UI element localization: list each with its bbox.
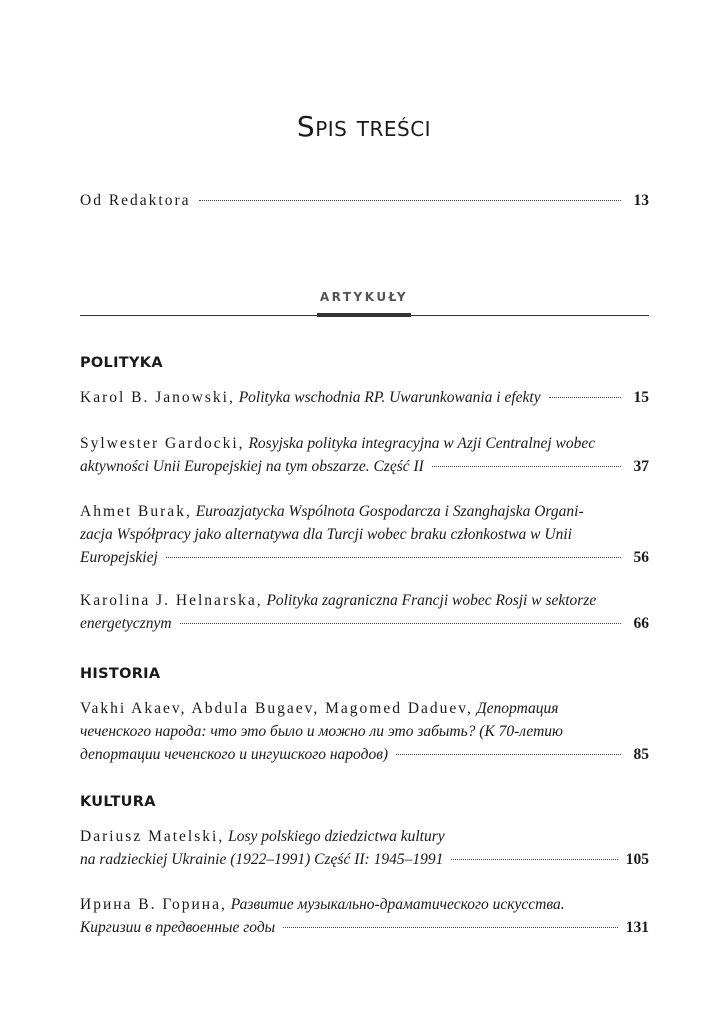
entry-title: Euroazjatycka Wspólnota Gospodarcza i Szanghajska Organi- [195,503,584,520]
entry-title-cont: Europejskiej [80,549,158,566]
toc-entry[interactable] [80,893,649,939]
page-title: Spis treści [296,110,432,143]
entry-author: Ирина В. Горина, [80,896,227,913]
entry-title: Депортация [476,700,559,717]
dot-leader [451,859,617,860]
entry-title: Развитие музыкально-драматического искусства. [230,896,565,913]
page-number: 13 [633,192,649,209]
section-rule-accent [317,313,411,317]
entry-title-cont: energetycznym [80,615,172,632]
page-number: 66 [633,615,649,632]
entry-title-cont: aktywności Unii Europejskiej na tym obszarze. Część II [80,458,424,475]
toc-entry[interactable] [80,386,649,409]
page-number: 15 [633,389,649,406]
entry-title: Polityka wschodnia RP. Uwarunkowania i efekty [238,389,541,406]
entry-author: Karol B. Janowski, [80,389,235,406]
dot-leader [199,200,621,201]
toc-entry[interactable] [80,432,649,478]
entry-title: Rosyjska polityka integracyjna w Azji Centralnej wobec [248,435,596,452]
dot-leader [180,623,621,624]
entry-title-cont: na radzieckiej Ukrainie (1922–1991) Część II: 1945–1991 [80,851,444,868]
dot-leader [166,557,621,558]
toc-entry-intro[interactable] [80,189,649,212]
entry-title: Losy polskiego dziedzictwa kultury [228,828,445,845]
toc-entry[interactable] [80,825,649,871]
entry-title: Polityka zagraniczna Francji wobec Rosji w sektorze [266,592,597,609]
entry-author: Ahmet Burak, [80,503,192,520]
entry-author: Sylwester Gardocki, [80,435,245,452]
toc-entry[interactable] [80,500,649,569]
entry-author: Vakhi Akaev, Abdula Bugaev, Magomed Daduev, [80,700,473,717]
toc-entry[interactable] [80,697,649,766]
entry-author: Karolina J. Helnarska, [80,592,263,609]
entry-title-cont: чеченского народа: что это было и можно ли это забыть? (К 70-летию [80,723,563,740]
page-number: 56 [633,549,649,566]
dot-leader [283,927,618,928]
dot-leader [549,397,621,398]
section-heading: ARTYKUŁY [319,290,409,304]
page-number: 131 [625,919,649,936]
category-heading-historia: HISTORIA [80,666,161,682]
entry-title-cont: Киргизии в предвоенные годы [80,919,276,936]
page-number: 37 [633,458,649,475]
page-number: 85 [633,746,649,763]
entry-title-cont: депортации чеченского и ингушского народов) [80,746,389,763]
category-heading-kultura: KULTURA [80,794,156,810]
dot-leader [396,754,621,755]
entry-title-cont: zacja Współpracy jako alternatywa dla Turcji wobec braku członkostwa w Unii [80,526,572,543]
dot-leader [432,466,621,467]
toc-entry[interactable] [80,589,649,635]
category-heading-polityka: POLITYKA [80,355,163,371]
intro-label: Od Redaktora [80,192,191,209]
entry-author: Dariusz Matelski, [80,828,225,845]
page-number: 105 [625,851,649,868]
